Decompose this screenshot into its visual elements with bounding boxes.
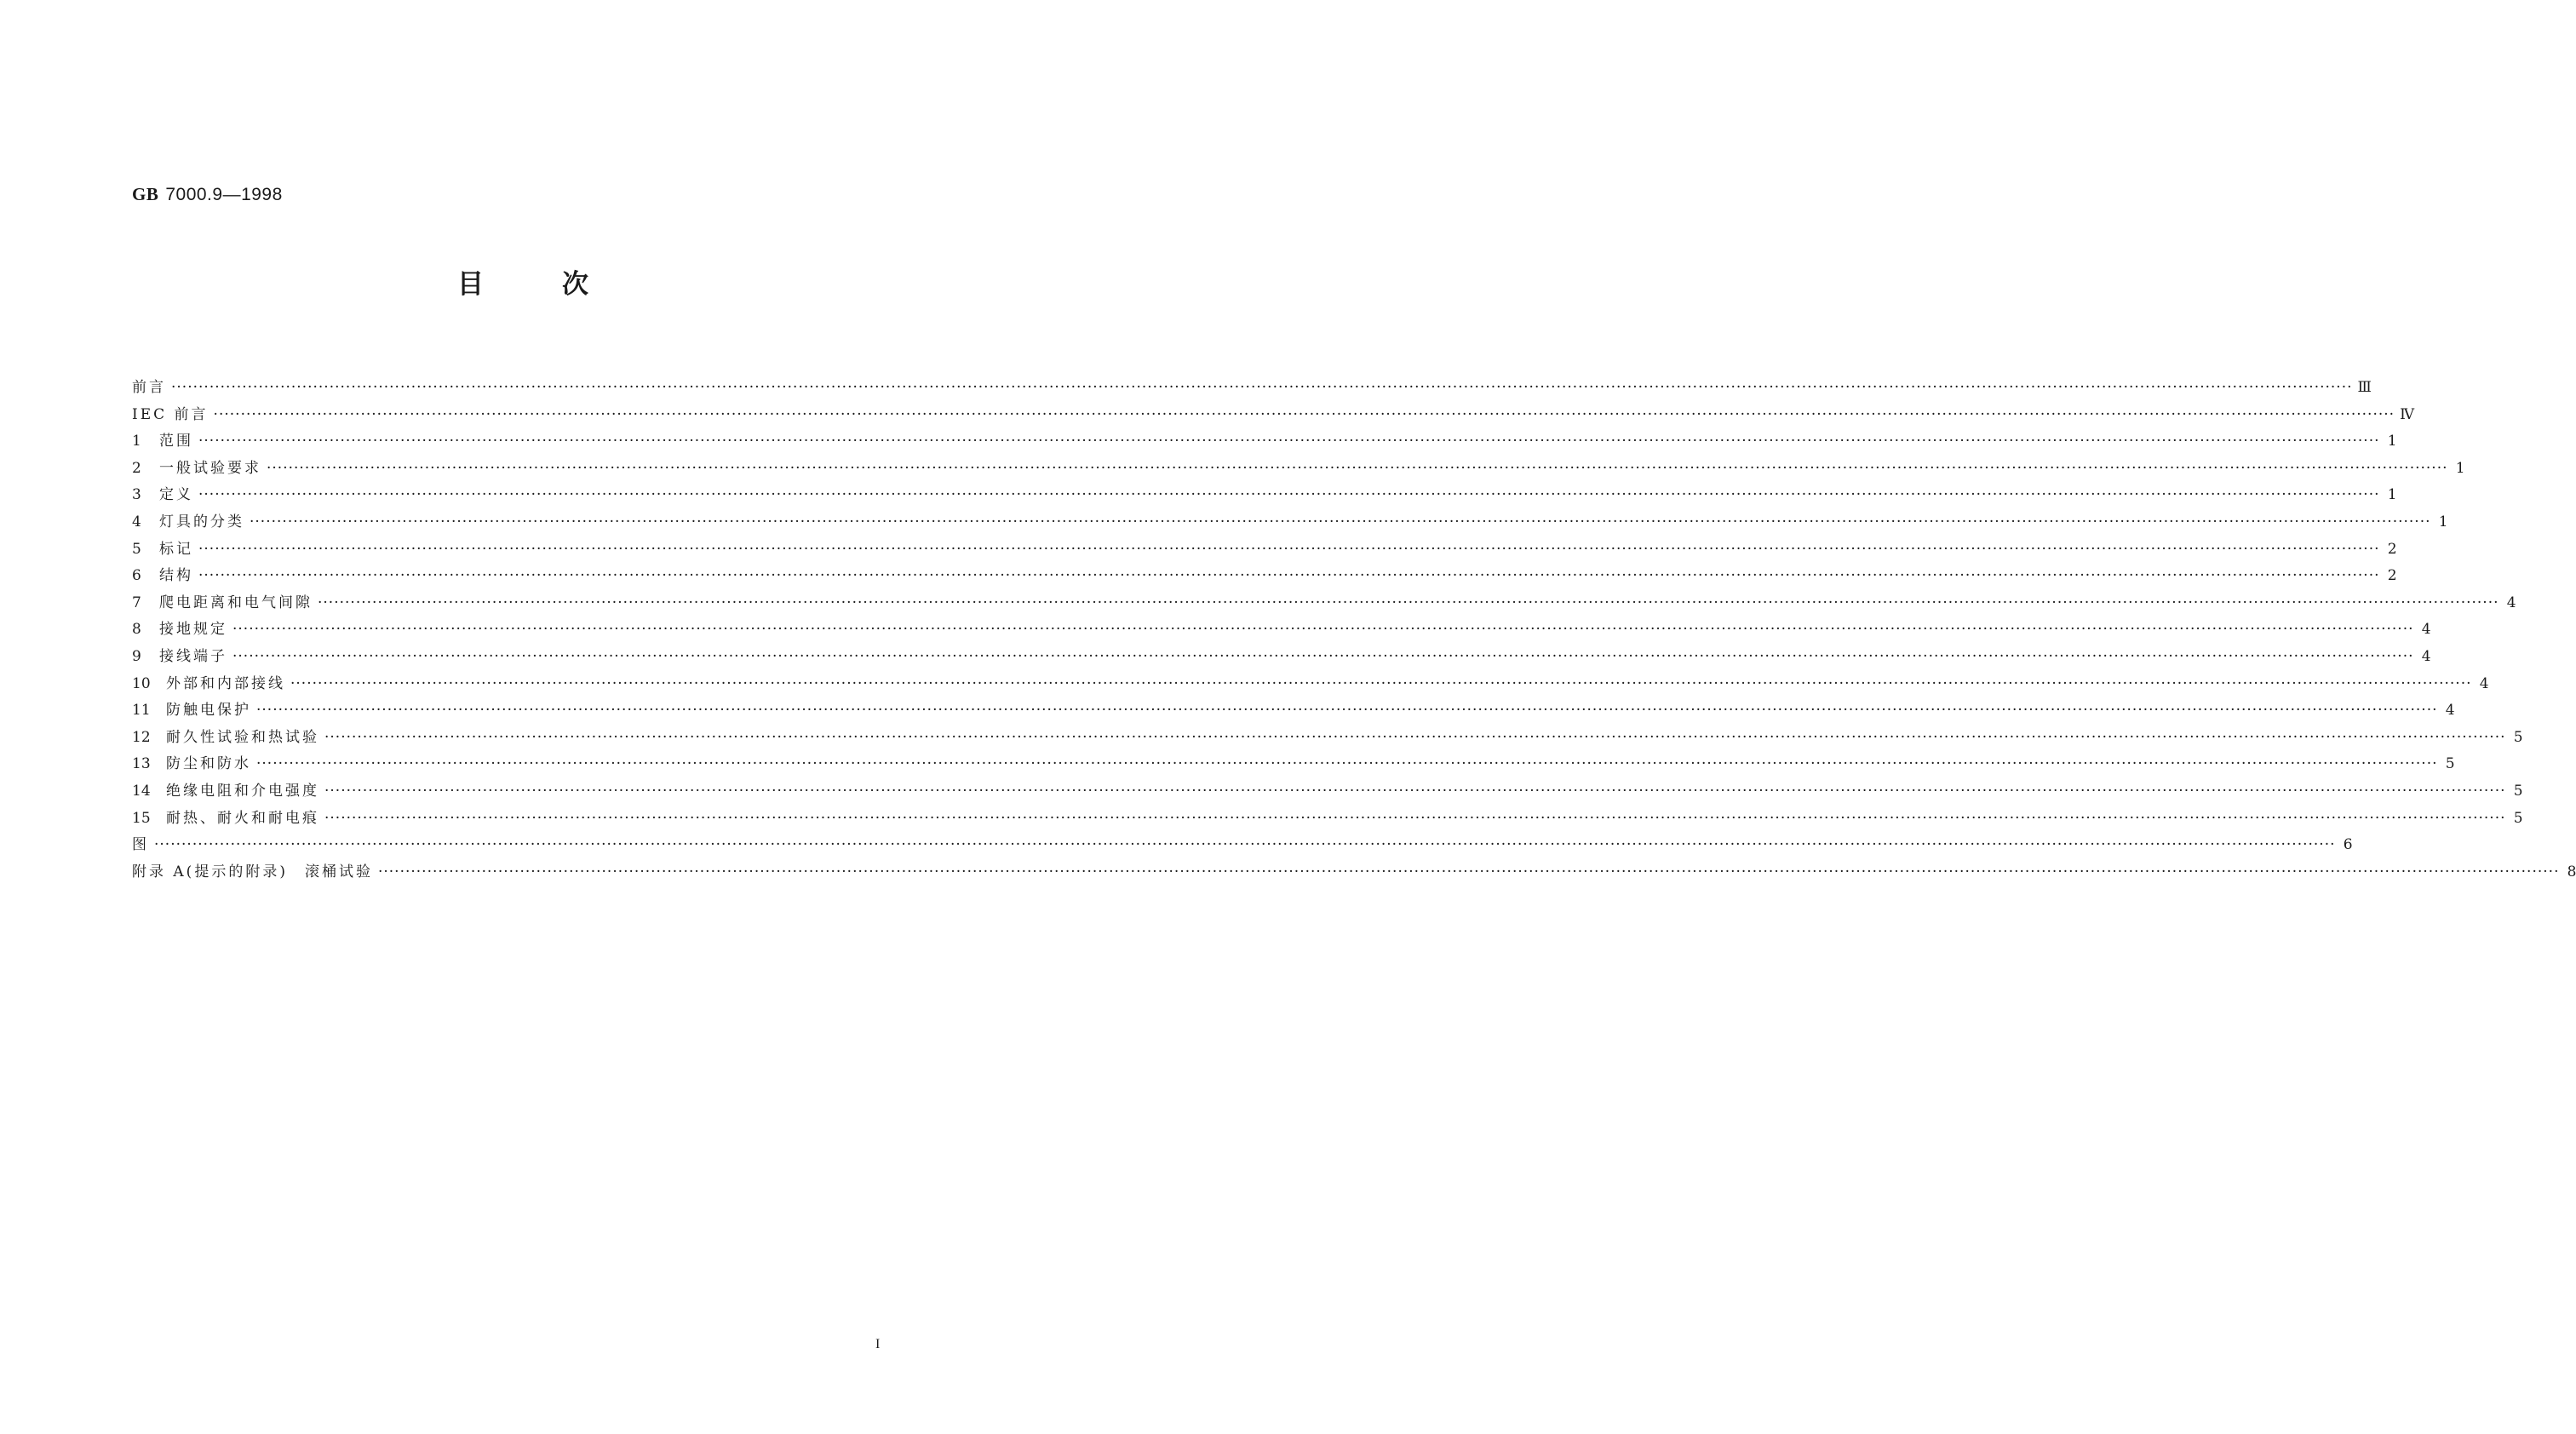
toc-dot-leader: ················································································································································································································································································································································································································ <box>198 433 2380 450</box>
toc-entry-page: 4 <box>2479 674 2489 692</box>
toc-entry-label: 标记 <box>159 540 193 558</box>
toc-entry-page: Ⅲ <box>2357 379 2372 396</box>
toc-dot-leader: ················································································································································································································································································································································································································ <box>324 728 2506 746</box>
toc-entry-label: 防触电保护 <box>166 702 251 720</box>
toc-entry-number: 13 <box>132 755 151 773</box>
toc-entry-page: 8 <box>2567 863 2576 880</box>
standard-code <box>132 184 283 205</box>
toc-entry-label: 附录 A(提示的附录) 滚桶试验 <box>132 863 373 880</box>
toc-entry-number: 4 <box>132 513 141 531</box>
toc-entry-label: 绝缘电阻和介电强度 <box>166 782 319 800</box>
toc-entry-page: Ⅳ <box>2400 405 2415 423</box>
toc-entry-label: 前言 <box>132 379 166 396</box>
toc-entry[interactable] <box>132 806 2523 833</box>
toc-entry-number: 9 <box>132 647 141 665</box>
toc-entry-page: 4 <box>2421 621 2431 639</box>
toc-entry-label: IEC 前言 <box>132 405 209 423</box>
toc-dot-leader: ················································································································································································································································································································································································································ <box>198 540 2380 558</box>
toc-entry-label: 接地规定 <box>159 621 227 639</box>
toc-entry[interactable] <box>132 617 2431 644</box>
toc-entry-label: 灯具的分类 <box>159 513 244 531</box>
toc-entry-label: 图 <box>132 836 149 854</box>
toc-entry-page: 2 <box>2387 540 2397 558</box>
toc-dot-leader: ················································································································································································································································································································································································································ <box>154 836 2336 854</box>
toc-entry-label: 一般试验要求 <box>159 459 261 477</box>
toc-entry-label: 防尘和防水 <box>166 755 251 773</box>
toc-entry-label: 耐久性试验和热试验 <box>166 728 319 746</box>
toc-dot-leader: ················································································································································································································································································································································································································ <box>232 621 2414 639</box>
toc-entry-page: 6 <box>2343 836 2353 854</box>
toc-entry-page: 4 <box>2445 702 2455 720</box>
toc-entry[interactable] <box>132 859 2576 886</box>
toc-dot-leader: ················································································································································································································································································································································································································ <box>318 594 2499 611</box>
toc-entry-number: 3 <box>132 486 141 504</box>
toc-entry-label: 接线端子 <box>159 647 227 665</box>
standard-prefix: GB <box>132 184 159 204</box>
page-number: I <box>875 1337 881 1351</box>
toc-dot-leader: ················································································································································································································································································································································································································ <box>324 809 2506 827</box>
toc-entry-number: 1 <box>132 433 141 450</box>
toc-dot-leader: ················································································································································································································································································································································································································ <box>290 674 2472 692</box>
toc-entry-page: 5 <box>2513 782 2523 800</box>
toc-dot-leader: ················································································································································································································································································································································································································ <box>256 755 2438 773</box>
toc-entry[interactable] <box>132 456 2465 483</box>
toc-entry[interactable] <box>132 832 2353 859</box>
toc-entry-page: 5 <box>2513 809 2523 827</box>
toc-entry[interactable] <box>132 644 2431 671</box>
toc-entry[interactable] <box>132 402 2415 429</box>
toc-entry-number: 2 <box>132 459 141 477</box>
toc-entry-number: 8 <box>132 621 141 639</box>
toc-entry-label: 范围 <box>159 433 193 450</box>
toc-title-char-1: 目 <box>457 269 484 300</box>
toc-entry[interactable] <box>132 375 2372 402</box>
toc-entry-number: 10 <box>132 674 151 692</box>
toc-entry-label: 结构 <box>159 567 193 585</box>
toc-entry-label: 爬电距离和电气间隙 <box>159 594 313 611</box>
toc-entry[interactable] <box>132 671 2489 698</box>
toc-dot-leader: ················································································································································································································································································································································································································ <box>267 459 2448 477</box>
toc-title-char-2: 次 <box>562 269 588 300</box>
toc-entry[interactable] <box>132 778 2523 806</box>
toc-entry-number: 5 <box>132 540 141 558</box>
toc-dot-leader: ················································································································································································································································································································································································································ <box>377 863 2560 880</box>
toc-entry-page: 5 <box>2445 755 2455 773</box>
toc-entry[interactable] <box>132 428 2397 456</box>
toc-dot-leader: ················································································································································································································································································································································································································ <box>213 405 2395 423</box>
toc-entry-number: 7 <box>132 594 141 611</box>
toc-dot-leader: ················································································································································································································································································································································································································ <box>171 379 2353 396</box>
toc-entry[interactable] <box>132 590 2516 617</box>
toc-entry-label: 耐热、耐火和耐电痕 <box>166 809 319 827</box>
toc-entry-page: 1 <box>2438 513 2448 531</box>
toc-entry-page: 5 <box>2513 728 2523 746</box>
toc-entry-label: 外部和内部接线 <box>166 674 285 692</box>
toc-entry[interactable] <box>132 482 2397 509</box>
standard-number: 7000.9—1998 <box>165 185 283 204</box>
toc-entry-label: 定义 <box>159 486 193 504</box>
toc-dot-leader: ················································································································································································································································································································································································································ <box>324 782 2506 800</box>
toc-dot-leader: ················································································································································································································································································································································································································ <box>232 647 2414 665</box>
table-of-contents <box>132 375 2576 886</box>
toc-entry[interactable] <box>132 725 2523 752</box>
toc-dot-leader: ················································································································································································································································································································································································································ <box>250 513 2431 531</box>
toc-entry[interactable] <box>132 751 2455 778</box>
toc-entry-number: 6 <box>132 567 141 585</box>
toc-dot-leader: ················································································································································································································································································································································································································ <box>198 567 2380 585</box>
toc-entry-page: 1 <box>2455 459 2465 477</box>
toc-dot-leader: ················································································································································································································································································································································································································ <box>198 486 2380 504</box>
toc-entry[interactable] <box>132 536 2397 564</box>
toc-entry-number: 12 <box>132 728 151 746</box>
toc-entry-page: 1 <box>2387 486 2397 504</box>
toc-entry-page: 4 <box>2506 594 2516 611</box>
toc-entry-number: 14 <box>132 782 151 800</box>
toc-entry[interactable] <box>132 563 2397 590</box>
toc-entry[interactable] <box>132 509 2448 536</box>
toc-dot-leader: ················································································································································································································································································································································································································ <box>256 702 2438 720</box>
toc-entry-page: 2 <box>2387 567 2397 585</box>
toc-entry[interactable] <box>132 697 2455 725</box>
toc-entry-page: 1 <box>2387 433 2397 450</box>
toc-entry-number: 11 <box>132 702 151 720</box>
toc-entry-number: 15 <box>132 809 151 827</box>
toc-entry-page: 4 <box>2421 647 2431 665</box>
